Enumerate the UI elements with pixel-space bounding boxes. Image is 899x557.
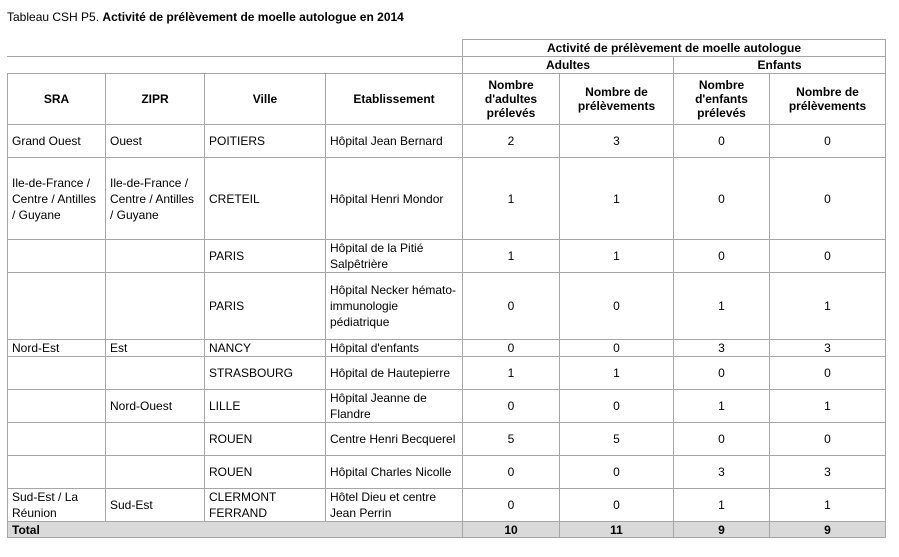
cell-etablissement: Hôpital Jean Bernard (326, 125, 463, 158)
cell-adultes-prelevements: 3 (560, 125, 674, 158)
cell-adultes-preleves: 1 (463, 158, 560, 240)
col-zipr: ZIPR (106, 74, 205, 125)
col-adultes-prelevements: Nombre de prélèvements (560, 74, 674, 125)
cell-ville: CRETEIL (205, 158, 326, 240)
cell-enfants-prelevements: 1 (770, 273, 886, 340)
cell-enfants-preleves: 0 (674, 240, 770, 273)
table-caption (7, 10, 404, 24)
cell-sra (8, 423, 106, 456)
cell-adultes-preleves: 0 (463, 340, 560, 357)
cell-enfants-preleves: 1 (674, 273, 770, 340)
cell-sra: Grand Ouest (8, 125, 106, 158)
cell-zipr (106, 357, 205, 390)
cell-enfants-prelevements: 0 (770, 158, 886, 240)
cell-enfants-prelevements: 0 (770, 125, 886, 158)
col-sra: SRA (8, 74, 106, 125)
cell-adultes-preleves: 1 (463, 240, 560, 273)
cell-zipr (106, 423, 205, 456)
cell-adultes-prelevements: 1 (560, 357, 674, 390)
cell-zipr: Sud-Est (106, 489, 205, 522)
col-enfants-preleves: Nombre d'enfants prélevés (674, 74, 770, 125)
cell-adultes-prelevements: 0 (560, 340, 674, 357)
header-blank (8, 40, 463, 57)
cell-zipr: Est (106, 340, 205, 357)
cell-adultes-prelevements: 1 (560, 240, 674, 273)
cell-sra: Ile-de-France / Centre / Antilles / Guyane (8, 158, 106, 240)
cell-adultes-prelevements: 0 (560, 456, 674, 489)
cell-etablissement: Hôpital de Hautepierre (326, 357, 463, 390)
cell-zipr: Ile-de-France / Centre / Antilles / Guyane (106, 158, 205, 240)
cell-sra (8, 456, 106, 489)
cell-enfants-prelevements: 1 (770, 489, 886, 522)
cell-adultes-preleves: 0 (463, 390, 560, 423)
header-blank (8, 57, 463, 74)
cell-ville: STRASBOURG (205, 357, 326, 390)
table-row (8, 273, 886, 340)
col-adultes-preleves: Nombre d'adultes prélevés (463, 74, 560, 125)
cell-zipr (106, 456, 205, 489)
cell-ville: LILLE (205, 390, 326, 423)
cell-etablissement: Centre Henri Becquerel (326, 423, 463, 456)
cell-enfants-preleves: 0 (674, 357, 770, 390)
caption-title: Activité de prélèvement de moelle autologue en 2014 (102, 10, 404, 24)
header-group: Activité de prélèvement de moelle autologue (463, 40, 886, 57)
cell-ville: POITIERS (205, 125, 326, 158)
cell-enfants-preleves: 0 (674, 423, 770, 456)
cell-sra (8, 240, 106, 273)
cell-enfants-prelevements: 0 (770, 357, 886, 390)
cell-enfants-prelevements: 3 (770, 340, 886, 357)
cell-ville: ROUEN (205, 423, 326, 456)
cell-adultes-preleves: 0 (463, 456, 560, 489)
cell-enfants-preleves: 1 (674, 489, 770, 522)
cell-sra (8, 390, 106, 423)
cell-sra: Sud-Est / La Réunion (8, 489, 106, 522)
cell-etablissement: Hôpital d'enfants (326, 340, 463, 357)
cell-enfants-preleves: 1 (674, 390, 770, 423)
cell-enfants-preleves: 0 (674, 158, 770, 240)
header-row-group (8, 40, 886, 57)
cell-ville: ROUEN (205, 456, 326, 489)
cell-enfants-prelevements: 0 (770, 240, 886, 273)
cell-zipr: Ouest (106, 125, 205, 158)
cell-adultes-prelevements: 1 (560, 158, 674, 240)
col-ville: Ville (205, 74, 326, 125)
cell-zipr (106, 273, 205, 340)
table-row (8, 125, 886, 158)
cell-enfants-prelevements: 1 (770, 390, 886, 423)
cell-sra (8, 357, 106, 390)
cell-ville: NANCY (205, 340, 326, 357)
total-label: Total (8, 522, 463, 538)
table-row (8, 390, 886, 423)
cell-ville: PARIS (205, 240, 326, 273)
table-row (8, 456, 886, 489)
header-adultes: Adultes (463, 57, 674, 74)
cell-adultes-prelevements: 0 (560, 390, 674, 423)
data-table (7, 39, 886, 538)
table-row (8, 240, 886, 273)
cell-sra (8, 273, 106, 340)
header-enfants: Enfants (674, 57, 886, 74)
header-row-sub (8, 57, 886, 74)
table-row (8, 423, 886, 456)
cell-etablissement: Hôpital Henri Mondor (326, 158, 463, 240)
col-enfants-prelevements: Nombre de prélèvements (770, 74, 886, 125)
table-row (8, 340, 886, 357)
cell-enfants-preleves: 3 (674, 456, 770, 489)
cell-enfants-preleves: 3 (674, 340, 770, 357)
cell-etablissement: Hôtel Dieu et centre Jean Perrin (326, 489, 463, 522)
cell-zipr (106, 240, 205, 273)
cell-adultes-prelevements: 0 (560, 489, 674, 522)
cell-etablissement: Hôpital Jeanne de Flandre (326, 390, 463, 423)
total-adultes-preleves: 10 (463, 522, 560, 538)
cell-enfants-prelevements: 0 (770, 423, 886, 456)
cell-zipr: Nord-Ouest (106, 390, 205, 423)
total-enfants-prelevements: 9 (770, 522, 886, 538)
cell-enfants-prelevements: 3 (770, 456, 886, 489)
table-row (8, 357, 886, 390)
cell-etablissement: Hôpital Necker hémato-immunologie pédiatrique (326, 273, 463, 340)
total-adultes-prelevements: 11 (560, 522, 674, 538)
table-row (8, 489, 886, 522)
cell-enfants-preleves: 0 (674, 125, 770, 158)
table-row (8, 158, 886, 240)
cell-adultes-preleves: 2 (463, 125, 560, 158)
cell-etablissement: Hôpital de la Pitié Salpêtrière (326, 240, 463, 273)
col-etablissement: Etablissement (326, 74, 463, 125)
cell-adultes-preleves: 1 (463, 357, 560, 390)
cell-adultes-preleves: 5 (463, 423, 560, 456)
cell-adultes-prelevements: 0 (560, 273, 674, 340)
cell-etablissement: Hôpital Charles Nicolle (326, 456, 463, 489)
cell-adultes-preleves: 0 (463, 489, 560, 522)
cell-ville: CLERMONT FERRAND (205, 489, 326, 522)
cell-adultes-prelevements: 5 (560, 423, 674, 456)
caption-label: Tableau CSH P5. (7, 10, 100, 24)
cell-sra: Nord-Est (8, 340, 106, 357)
header-row-cols (8, 74, 886, 125)
total-row (8, 522, 886, 538)
total-enfants-preleves: 9 (674, 522, 770, 538)
cell-adultes-preleves: 0 (463, 273, 560, 340)
cell-ville: PARIS (205, 273, 326, 340)
